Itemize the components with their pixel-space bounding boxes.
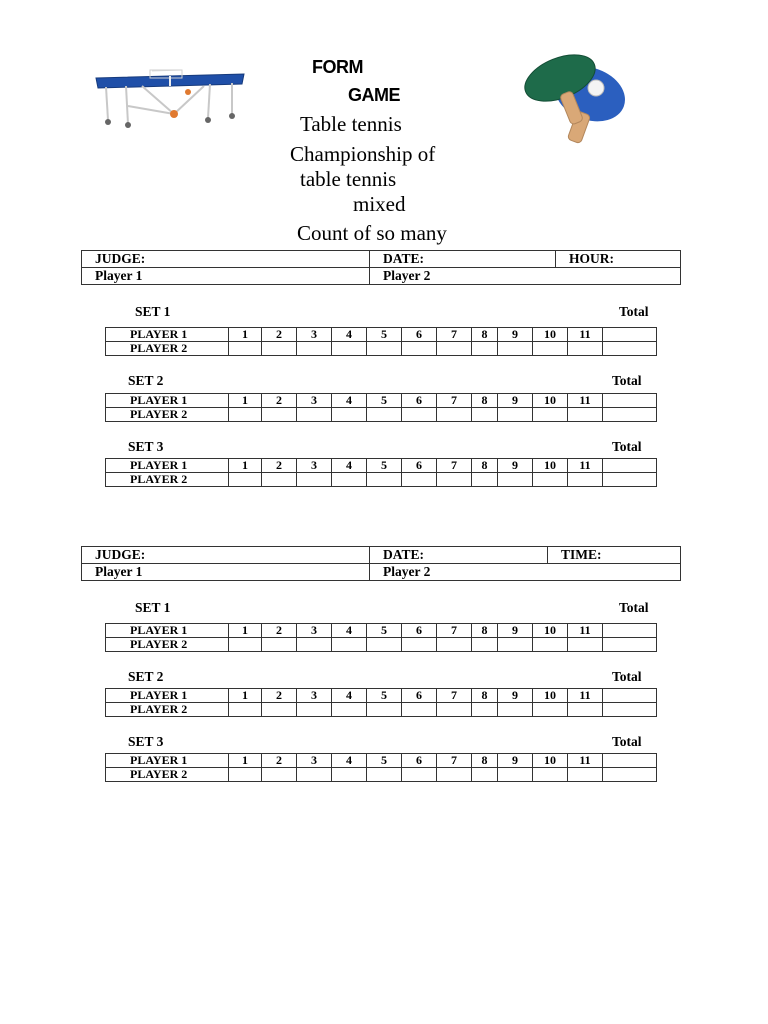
point-cell[interactable]: 4 xyxy=(332,459,367,473)
set-label: SET 1 xyxy=(135,304,171,319)
player-1-row xyxy=(106,328,657,342)
point-cell[interactable] xyxy=(437,342,472,356)
total-label: Total xyxy=(612,439,642,454)
game-heading: GAME xyxy=(348,85,400,105)
row-label: PLAYER 2 xyxy=(106,638,229,652)
player-1-field[interactable]: Player 1 xyxy=(82,564,370,581)
point-cell[interactable] xyxy=(297,473,332,487)
point-cell[interactable]: 2 xyxy=(262,328,297,342)
point-cell[interactable] xyxy=(402,703,437,717)
point-cell[interactable] xyxy=(498,408,533,422)
point-cell[interactable]: 5 xyxy=(367,459,402,473)
date-field[interactable]: DATE: xyxy=(370,251,556,268)
point-cell[interactable] xyxy=(533,638,568,652)
point-cell[interactable]: 9 xyxy=(498,394,533,408)
total-cell[interactable] xyxy=(603,459,657,473)
point-cell[interactable]: 5 xyxy=(367,689,402,703)
row-label: PLAYER 2 xyxy=(106,342,229,356)
point-cell[interactable] xyxy=(402,408,437,422)
point-cell[interactable]: 4 xyxy=(332,689,367,703)
point-cell[interactable] xyxy=(297,342,332,356)
point-cell[interactable] xyxy=(229,342,262,356)
point-cell[interactable]: 1 xyxy=(229,394,262,408)
point-cell[interactable]: 11 xyxy=(568,754,603,768)
total-cell[interactable] xyxy=(603,394,657,408)
point-cell[interactable]: 6 xyxy=(402,754,437,768)
row-label: PLAYER 1 xyxy=(106,394,229,408)
point-cell[interactable]: 3 xyxy=(297,328,332,342)
point-cell[interactable] xyxy=(568,638,603,652)
score-table xyxy=(105,458,657,487)
judge-field[interactable]: JUDGE: xyxy=(82,547,370,564)
point-cell[interactable]: 5 xyxy=(367,394,402,408)
point-cell[interactable]: 10 xyxy=(533,459,568,473)
paddles-and-ball-icon xyxy=(498,52,642,144)
point-cell[interactable]: 8 xyxy=(472,394,498,408)
point-cell[interactable] xyxy=(262,768,297,782)
point-cell[interactable]: 3 xyxy=(297,459,332,473)
row-label: PLAYER 2 xyxy=(106,473,229,487)
total-label: Total xyxy=(612,373,642,388)
point-cell[interactable]: 1 xyxy=(229,689,262,703)
date-field[interactable]: DATE: xyxy=(370,547,548,564)
point-cell[interactable] xyxy=(262,473,297,487)
point-cell[interactable] xyxy=(229,768,262,782)
player-2-field[interactable]: Player 2 xyxy=(370,564,681,581)
point-cell[interactable] xyxy=(262,638,297,652)
point-cell[interactable] xyxy=(297,638,332,652)
row-label: PLAYER 2 xyxy=(106,703,229,717)
point-cell[interactable] xyxy=(229,473,262,487)
point-cell[interactable] xyxy=(367,768,402,782)
point-cell[interactable]: 11 xyxy=(568,328,603,342)
point-cell[interactable] xyxy=(498,768,533,782)
point-cell[interactable]: 10 xyxy=(533,394,568,408)
point-cell[interactable] xyxy=(472,638,498,652)
title-line-1: Table tennis xyxy=(300,112,402,136)
point-cell[interactable] xyxy=(533,342,568,356)
point-cell[interactable] xyxy=(472,473,498,487)
point-cell[interactable]: 8 xyxy=(472,689,498,703)
point-cell[interactable]: 9 xyxy=(498,624,533,638)
row-label: PLAYER 2 xyxy=(106,768,229,782)
player-2-row xyxy=(106,703,657,717)
point-cell[interactable]: 5 xyxy=(367,754,402,768)
point-cell[interactable]: 8 xyxy=(472,328,498,342)
point-cell[interactable]: 10 xyxy=(533,754,568,768)
row-label: PLAYER 1 xyxy=(106,328,229,342)
point-cell[interactable]: 6 xyxy=(402,689,437,703)
point-cell[interactable] xyxy=(332,703,367,717)
point-cell[interactable] xyxy=(437,638,472,652)
point-cell[interactable] xyxy=(472,703,498,717)
point-cell[interactable]: 2 xyxy=(262,394,297,408)
point-cell[interactable] xyxy=(568,473,603,487)
point-cell[interactable]: 6 xyxy=(402,459,437,473)
point-cell[interactable]: 10 xyxy=(533,689,568,703)
point-cell[interactable] xyxy=(262,703,297,717)
time-field[interactable]: TIME: xyxy=(548,547,681,564)
point-cell[interactable]: 7 xyxy=(437,394,472,408)
point-cell[interactable]: 7 xyxy=(437,328,472,342)
point-cell[interactable] xyxy=(367,638,402,652)
point-cell[interactable] xyxy=(332,473,367,487)
ping-pong-table-icon xyxy=(92,62,248,128)
title-line-4: mixed xyxy=(353,192,406,216)
point-cell[interactable] xyxy=(437,408,472,422)
player-2-row xyxy=(106,473,657,487)
total-cell[interactable] xyxy=(603,689,657,703)
point-cell[interactable]: 10 xyxy=(533,328,568,342)
point-cell[interactable] xyxy=(229,408,262,422)
point-cell[interactable]: 4 xyxy=(332,328,367,342)
score-table xyxy=(105,753,657,782)
point-cell[interactable] xyxy=(533,408,568,422)
total-label: Total xyxy=(619,600,649,615)
set-label: SET 3 xyxy=(128,439,164,454)
point-cell[interactable] xyxy=(437,768,472,782)
point-cell[interactable]: 4 xyxy=(332,394,367,408)
set-label: SET 1 xyxy=(135,600,171,615)
point-cell[interactable] xyxy=(568,703,603,717)
point-cell[interactable]: 3 xyxy=(297,394,332,408)
score-table xyxy=(105,623,657,652)
point-cell[interactable]: 7 xyxy=(437,754,472,768)
point-cell[interactable]: 8 xyxy=(472,459,498,473)
point-cell[interactable] xyxy=(498,703,533,717)
point-cell[interactable] xyxy=(332,342,367,356)
player-1-row xyxy=(106,754,657,768)
point-cell[interactable] xyxy=(367,703,402,717)
point-cell[interactable] xyxy=(297,703,332,717)
point-cell[interactable] xyxy=(472,768,498,782)
player-1-row xyxy=(106,624,657,638)
point-cell[interactable]: 5 xyxy=(367,328,402,342)
row-label: PLAYER 1 xyxy=(106,689,229,703)
point-cell[interactable]: 11 xyxy=(568,394,603,408)
total-cell[interactable] xyxy=(603,473,657,487)
point-cell[interactable]: 2 xyxy=(262,754,297,768)
point-cell[interactable]: 3 xyxy=(297,624,332,638)
point-cell[interactable]: 3 xyxy=(297,754,332,768)
player-1-row xyxy=(106,394,657,408)
point-cell[interactable] xyxy=(332,768,367,782)
point-cell[interactable]: 5 xyxy=(367,624,402,638)
point-cell[interactable]: 3 xyxy=(297,689,332,703)
total-label: Total xyxy=(612,669,642,684)
total-cell[interactable] xyxy=(603,638,657,652)
point-cell[interactable] xyxy=(367,342,402,356)
total-cell[interactable] xyxy=(603,624,657,638)
point-cell[interactable]: 11 xyxy=(568,689,603,703)
player-2-field[interactable]: Player 2 xyxy=(370,268,681,285)
row-label: PLAYER 1 xyxy=(106,754,229,768)
point-cell[interactable] xyxy=(402,638,437,652)
point-cell[interactable] xyxy=(568,342,603,356)
point-cell[interactable] xyxy=(367,473,402,487)
player-1-row xyxy=(106,459,657,473)
point-cell[interactable] xyxy=(402,473,437,487)
row-label: PLAYER 1 xyxy=(106,624,229,638)
point-cell[interactable]: 6 xyxy=(402,624,437,638)
total-label: Total xyxy=(619,304,649,319)
player-1-row xyxy=(106,689,657,703)
point-cell[interactable] xyxy=(498,473,533,487)
total-cell[interactable] xyxy=(603,342,657,356)
point-cell[interactable]: 8 xyxy=(472,624,498,638)
point-cell[interactable]: 1 xyxy=(229,459,262,473)
match-info-table xyxy=(81,250,681,285)
player-2-row xyxy=(106,638,657,652)
point-cell[interactable] xyxy=(297,408,332,422)
point-cell[interactable]: 1 xyxy=(229,328,262,342)
point-cell[interactable] xyxy=(472,342,498,356)
total-cell[interactable] xyxy=(603,703,657,717)
point-cell[interactable]: 9 xyxy=(498,328,533,342)
point-cell[interactable] xyxy=(262,408,297,422)
player-2-row xyxy=(106,408,657,422)
point-cell[interactable] xyxy=(402,342,437,356)
point-cell[interactable] xyxy=(568,408,603,422)
point-cell[interactable] xyxy=(533,703,568,717)
point-cell[interactable]: 1 xyxy=(229,624,262,638)
point-cell[interactable] xyxy=(498,342,533,356)
point-cell[interactable]: 7 xyxy=(437,624,472,638)
point-cell[interactable]: 9 xyxy=(498,754,533,768)
point-cell[interactable]: 1 xyxy=(229,754,262,768)
point-cell[interactable]: 11 xyxy=(568,624,603,638)
total-cell[interactable] xyxy=(603,328,657,342)
point-cell[interactable]: 9 xyxy=(498,459,533,473)
total-cell[interactable] xyxy=(603,768,657,782)
title-line-5: Count of so many xyxy=(297,221,447,245)
player-2-row xyxy=(106,768,657,782)
point-cell[interactable] xyxy=(437,703,472,717)
score-table xyxy=(105,688,657,717)
point-cell[interactable]: 10 xyxy=(533,624,568,638)
point-cell[interactable] xyxy=(533,473,568,487)
point-cell[interactable]: 7 xyxy=(437,689,472,703)
title-line-3: table tennis xyxy=(300,167,397,191)
point-cell[interactable] xyxy=(472,408,498,422)
point-cell[interactable]: 7 xyxy=(437,459,472,473)
score-table xyxy=(105,327,657,356)
point-cell[interactable]: 4 xyxy=(332,754,367,768)
total-cell[interactable] xyxy=(603,408,657,422)
point-cell[interactable]: 6 xyxy=(402,394,437,408)
point-cell[interactable] xyxy=(229,638,262,652)
total-label: Total xyxy=(612,734,642,749)
point-cell[interactable]: 11 xyxy=(568,459,603,473)
point-cell[interactable] xyxy=(367,408,402,422)
set-label: SET 3 xyxy=(128,734,164,749)
point-cell[interactable]: 4 xyxy=(332,624,367,638)
point-cell[interactable]: 2 xyxy=(262,624,297,638)
row-label: PLAYER 2 xyxy=(106,408,229,422)
point-cell[interactable] xyxy=(568,768,603,782)
point-cell[interactable] xyxy=(402,768,437,782)
judge-field[interactable]: JUDGE: xyxy=(82,251,370,268)
total-cell[interactable] xyxy=(603,754,657,768)
point-cell[interactable]: 2 xyxy=(262,459,297,473)
point-cell[interactable] xyxy=(332,638,367,652)
point-cell[interactable]: 9 xyxy=(498,689,533,703)
set-label: SET 2 xyxy=(128,373,164,388)
set-label: SET 2 xyxy=(128,669,164,684)
player-1-field[interactable]: Player 1 xyxy=(82,268,370,285)
point-cell[interactable] xyxy=(297,768,332,782)
point-cell[interactable]: 8 xyxy=(472,754,498,768)
score-table xyxy=(105,393,657,422)
point-cell[interactable] xyxy=(332,408,367,422)
point-cell[interactable] xyxy=(437,473,472,487)
title-line-2: Championship of xyxy=(290,142,436,166)
point-cell[interactable] xyxy=(262,342,297,356)
point-cell[interactable] xyxy=(498,638,533,652)
player-2-row xyxy=(106,342,657,356)
hour-field[interactable]: HOUR: xyxy=(556,251,681,268)
point-cell[interactable] xyxy=(533,768,568,782)
point-cell[interactable]: 2 xyxy=(262,689,297,703)
point-cell[interactable]: 6 xyxy=(402,328,437,342)
row-label: PLAYER 1 xyxy=(106,459,229,473)
form-heading: FORM xyxy=(312,57,363,77)
point-cell[interactable] xyxy=(229,703,262,717)
match-info-table xyxy=(81,546,681,581)
